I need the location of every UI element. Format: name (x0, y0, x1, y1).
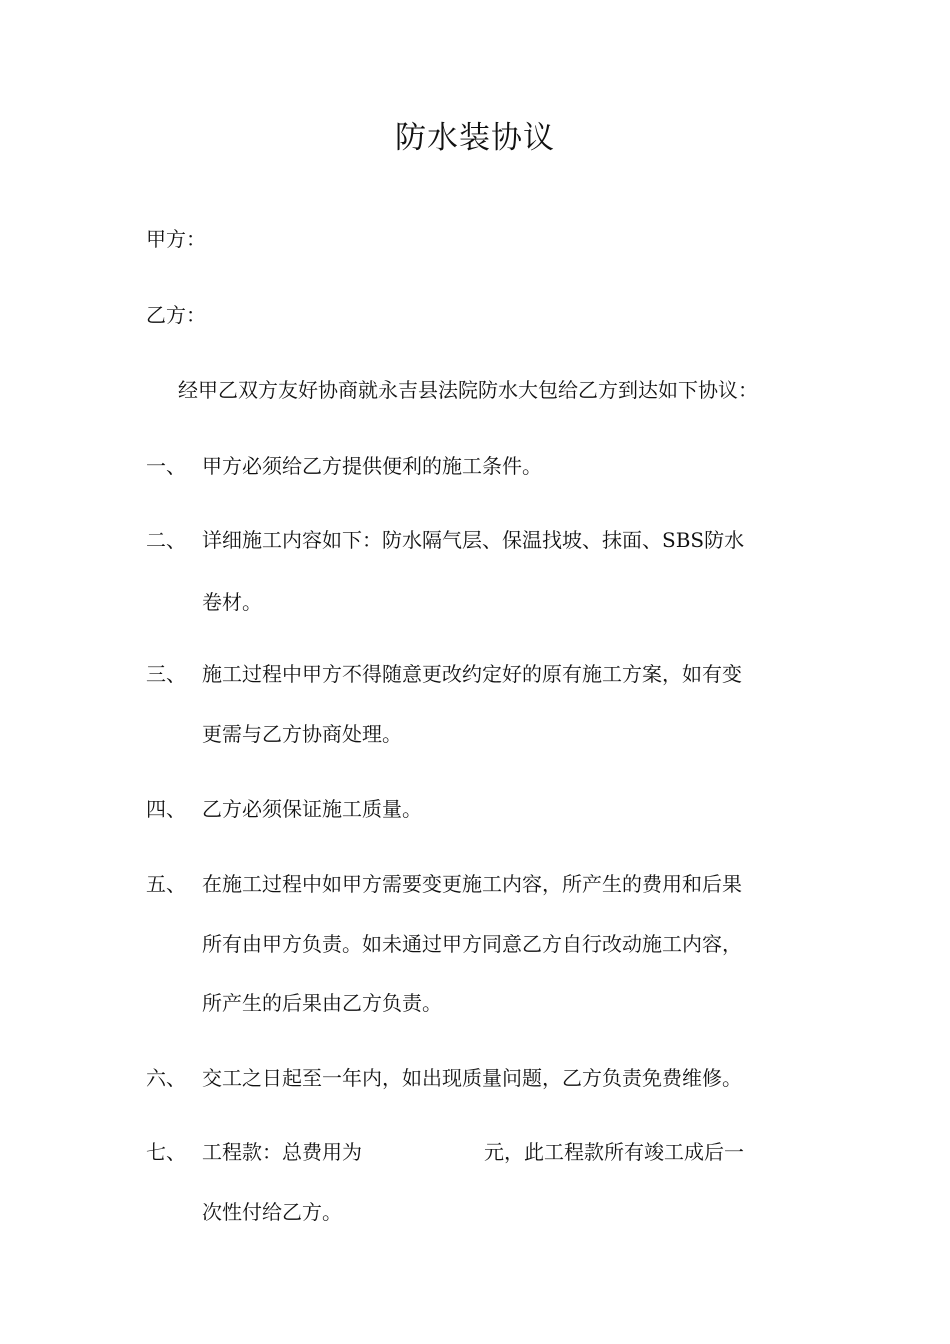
clause-text-line: 乙方必须保证施工质量。 (202, 797, 422, 821)
payment-text-before: 工程款：总费用为 (202, 1140, 362, 1164)
clause-text-line: 次性付给乙方。 (202, 1200, 342, 1224)
clause-number: 四、 (146, 797, 186, 821)
clause-number: 六、 (146, 1066, 186, 1090)
clause-text-line: 在施工过程中如甲方需要变更施工内容，所产生的费用和后果 (202, 872, 742, 896)
clause-text-line (202, 1137, 822, 1167)
clause-number: 三、 (146, 662, 186, 686)
clause-number: 五、 (146, 872, 186, 896)
clause-text-line: 卷材。 (202, 590, 262, 614)
clause-number: 二、 (146, 528, 186, 552)
clause-text-line: 甲方必须给乙方提供便利的施工条件。 (202, 454, 542, 478)
clause-text-line: 详细施工内容如下：防水隔气层、保温找坡、抹面、SBS防水 (202, 528, 745, 552)
party-a-label: 甲方： (146, 227, 206, 251)
clause-text-line: 所产生的后果由乙方负责。 (202, 991, 442, 1015)
payment-text-after: 元，此工程款所有竣工成后一 (484, 1140, 744, 1164)
clause-text-line: 更需与乙方协商处理。 (202, 722, 402, 746)
intro-paragraph: 经甲乙双方友好协商就永吉县法院防水大包给乙方到达如下协议： (178, 378, 758, 402)
clause-text-line: 所有由甲方负责。如未通过甲方同意乙方自行改动施工内容， (202, 932, 742, 956)
clause-text-line: 交工之日起至一年内，如出现质量问题，乙方负责免费维修。 (202, 1066, 742, 1090)
clause-number: 一、 (146, 454, 186, 478)
clause-text-line: 施工过程中甲方不得随意更改约定好的原有施工方案，如有变 (202, 662, 742, 686)
clause-number: 七、 (146, 1140, 186, 1164)
document-title: 防水装协议 (395, 120, 555, 156)
party-b-label: 乙方： (146, 303, 206, 327)
